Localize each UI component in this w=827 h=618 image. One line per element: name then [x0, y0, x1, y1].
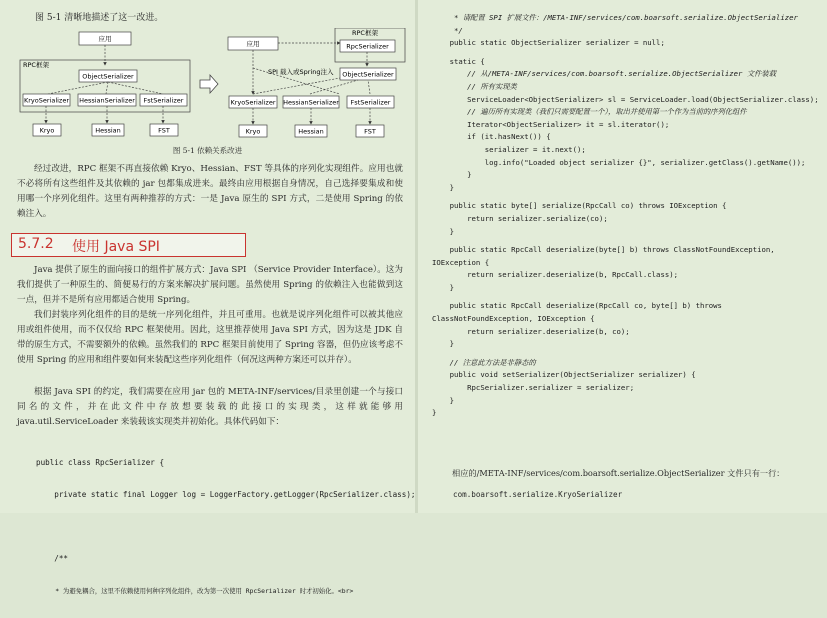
code-line: log.info("Loaded object serializer {}", serializer.getClass().getName());: [432, 157, 806, 167]
code-line: private static final Logger log = LoggerFactory.getLogger(RpcSerializer.class);: [36, 490, 416, 499]
hessian-lib-node: Hessian: [95, 126, 121, 135]
code-line: [36, 522, 415, 534]
paragraph-1: 经过改进，RPC 框架不再直接依赖 Kryo、Hessian、FST 等具体的序列化实现组件。应用也就不必将所有这些组件及其依赖的 jar 包都集成进来。最终由应用根据自身情况，自己选择要集成和使用哪一个序列化组件。这里有两种推荐的方式：一是 Java 原生的 SPI 方式，二是使用 Spring 的依赖注入。: [17, 164, 403, 219]
section-heading: [11, 233, 246, 257]
code-line: }: [432, 339, 454, 349]
code-line: return serializer.deserialize(b, co);: [432, 326, 630, 336]
code-line: ClassNotFoundException, IOException {: [432, 314, 595, 324]
code-line: public void setSerializer(ObjectSerializer serializer) {: [432, 370, 696, 380]
code-line: }: [432, 282, 454, 292]
transition-arrow-icon: [200, 75, 218, 93]
code-line: }: [432, 182, 454, 192]
fst-serializer-node: FstSerializer: [143, 96, 184, 105]
object-serializer-node: ObjectSerializer: [82, 72, 134, 81]
code-line: // 从/META-INF/services/com.boarsoft.serialize.ObjectSerializer 文件装载: [432, 69, 777, 79]
code-line: public static byte[] serialize(RpcCall co) throws IOException {: [432, 201, 727, 211]
config-line: com.boarsoft.serialize.KryoSerializer: [453, 490, 623, 499]
code-line: public class RpcSerializer {: [36, 458, 165, 467]
code-line: RpcSerializer.serializer = serializer;: [432, 383, 635, 393]
code-line: }: [432, 395, 454, 405]
code-line: static {: [432, 56, 485, 66]
hessian-lib-node-after: Hessian: [298, 127, 324, 136]
dependency-diagram: [0, 28, 415, 143]
object-serializer-node-after: ObjectSerializer: [342, 70, 394, 79]
intro-text: 图 5-1 清晰地描述了这一改进。: [35, 13, 164, 23]
config-note: 相应的/META-INF/services/com.boarsoft.serialize.ObjectSerializer 文件只有一行：: [452, 468, 785, 478]
code-line: IOException {: [432, 257, 490, 267]
kryo-serializer-node-after: KryoSerializer: [230, 98, 276, 107]
code-line: return serializer.serialize(co);: [432, 213, 608, 223]
kryo-serializer-node: KryoSerializer: [23, 96, 70, 105]
code-block-left: [36, 438, 415, 618]
code-line: }: [432, 170, 472, 180]
code-line: public static RpcCall deserialize(byte[] b) throws ClassNotFoundException,: [432, 245, 775, 255]
right-page: [418, 0, 827, 513]
diagram-before: [20, 32, 190, 136]
code-line: // 注意此方法是非静态的: [432, 357, 536, 367]
code-line: public static RpcCall deserialize(RpcCall co, byte[] b) throws: [432, 301, 722, 311]
code-line: ServiceLoader<ObjectSerializer> sl = ServiceLoader.load(ObjectSerializer.class);: [432, 94, 819, 104]
code-line: }: [432, 226, 454, 236]
code-line: * 为避免耦合，这里不依赖使用何种序列化组件，改为第一次使用 RpcSerializer 时才初始化。<br>: [36, 587, 354, 595]
code-line: Iterator<ObjectSerializer> it = sl.iterator();: [432, 119, 670, 129]
code-line: // 所有实现类: [432, 81, 517, 91]
code-line: public static ObjectSerializer serializer = null;: [432, 38, 665, 48]
code-block-right: [432, 12, 819, 420]
app-node-label: 应用: [98, 35, 112, 43]
fst-lib-node: FST: [158, 126, 170, 135]
code-line: /**: [36, 554, 69, 563]
code-line: // 遍历所有实现类（我们只需要配置一个），取出并使用第一个作为当前的序列化组件: [432, 107, 747, 117]
paragraph-4: 根据 Java SPI 的约定，我们需要在应用 jar 包的 META-INF/services/目录里创建一个与接口同名的文件，并在此文件中存放想要装载的此接口的实现类，这样就能够用 java.util.ServiceLoader 来装载该实现类并初始化。具体代码如下：: [17, 387, 403, 427]
left-page: [0, 0, 416, 595]
rpc-frame-label-after: RPC框架: [352, 29, 378, 37]
section-number: 5.7.2: [18, 236, 54, 252]
code-line: * 请配置 SPI 扩展文件：/META-INF/services/com.boarsoft.serialize.ObjectSerializer: [432, 13, 798, 22]
code-line: if (it.hasNext()) {: [432, 132, 551, 142]
hessian-serializer-node-after: HessianSerializer: [283, 98, 339, 107]
rpc-frame-label: RPC框架: [23, 61, 49, 69]
section-title: 使用 Java SPI: [72, 239, 160, 255]
diagram-after: [228, 28, 405, 137]
fst-lib-node-after: FST: [364, 127, 376, 136]
code-line: }: [432, 408, 437, 418]
code-line: */: [432, 25, 463, 35]
code-line: return serializer.deserialize(b, RpcCall.class);: [432, 270, 679, 280]
paragraph-2: Java 提供了原生的面向接口的组件扩展方式：Java SPI （Service Provider Interface）。这为我们提供了一种原生的、简便易行的方案来解决扩展问题。虽然使用 Spring 的依赖注入也能做到这一点，但并不是所有应用都适合使用 Spring。: [17, 265, 403, 305]
kryo-lib-node: Kryo: [39, 126, 55, 135]
kryo-lib-node-after: Kryo: [245, 127, 261, 136]
fst-serializer-node-after: FstSerializer: [350, 98, 391, 107]
spi-inject-label: SPI 载入或Spring注入: [268, 68, 334, 76]
rpc-serializer-node: RpcSerializer: [346, 42, 389, 51]
app-node-label-after: 应用: [246, 40, 260, 48]
hessian-serializer-node: HessianSerializer: [79, 96, 135, 105]
code-line: serializer = it.next();: [432, 144, 586, 154]
figure-caption: 图 5-1 依赖关系改进: [172, 146, 243, 155]
paragraph-3: 我们封装序列化组件的目的是统一序列化组件，并且可重用。也就是说序列化组件可以被其他应用或组件使用，而不仅仅给 RPC 框架使用。因此，这里推荐使用 Java SPI 方式，因为这是 JDK 自带的原生方式，不需要额外的依赖。虽然我们的 RPC 框架目前使用了 Spring 容器，但仍应该考虑不使用 Spring 的应用和组件要如何来装配这些序列化组件（何况这两种方案还可以并存）。: [17, 310, 403, 365]
